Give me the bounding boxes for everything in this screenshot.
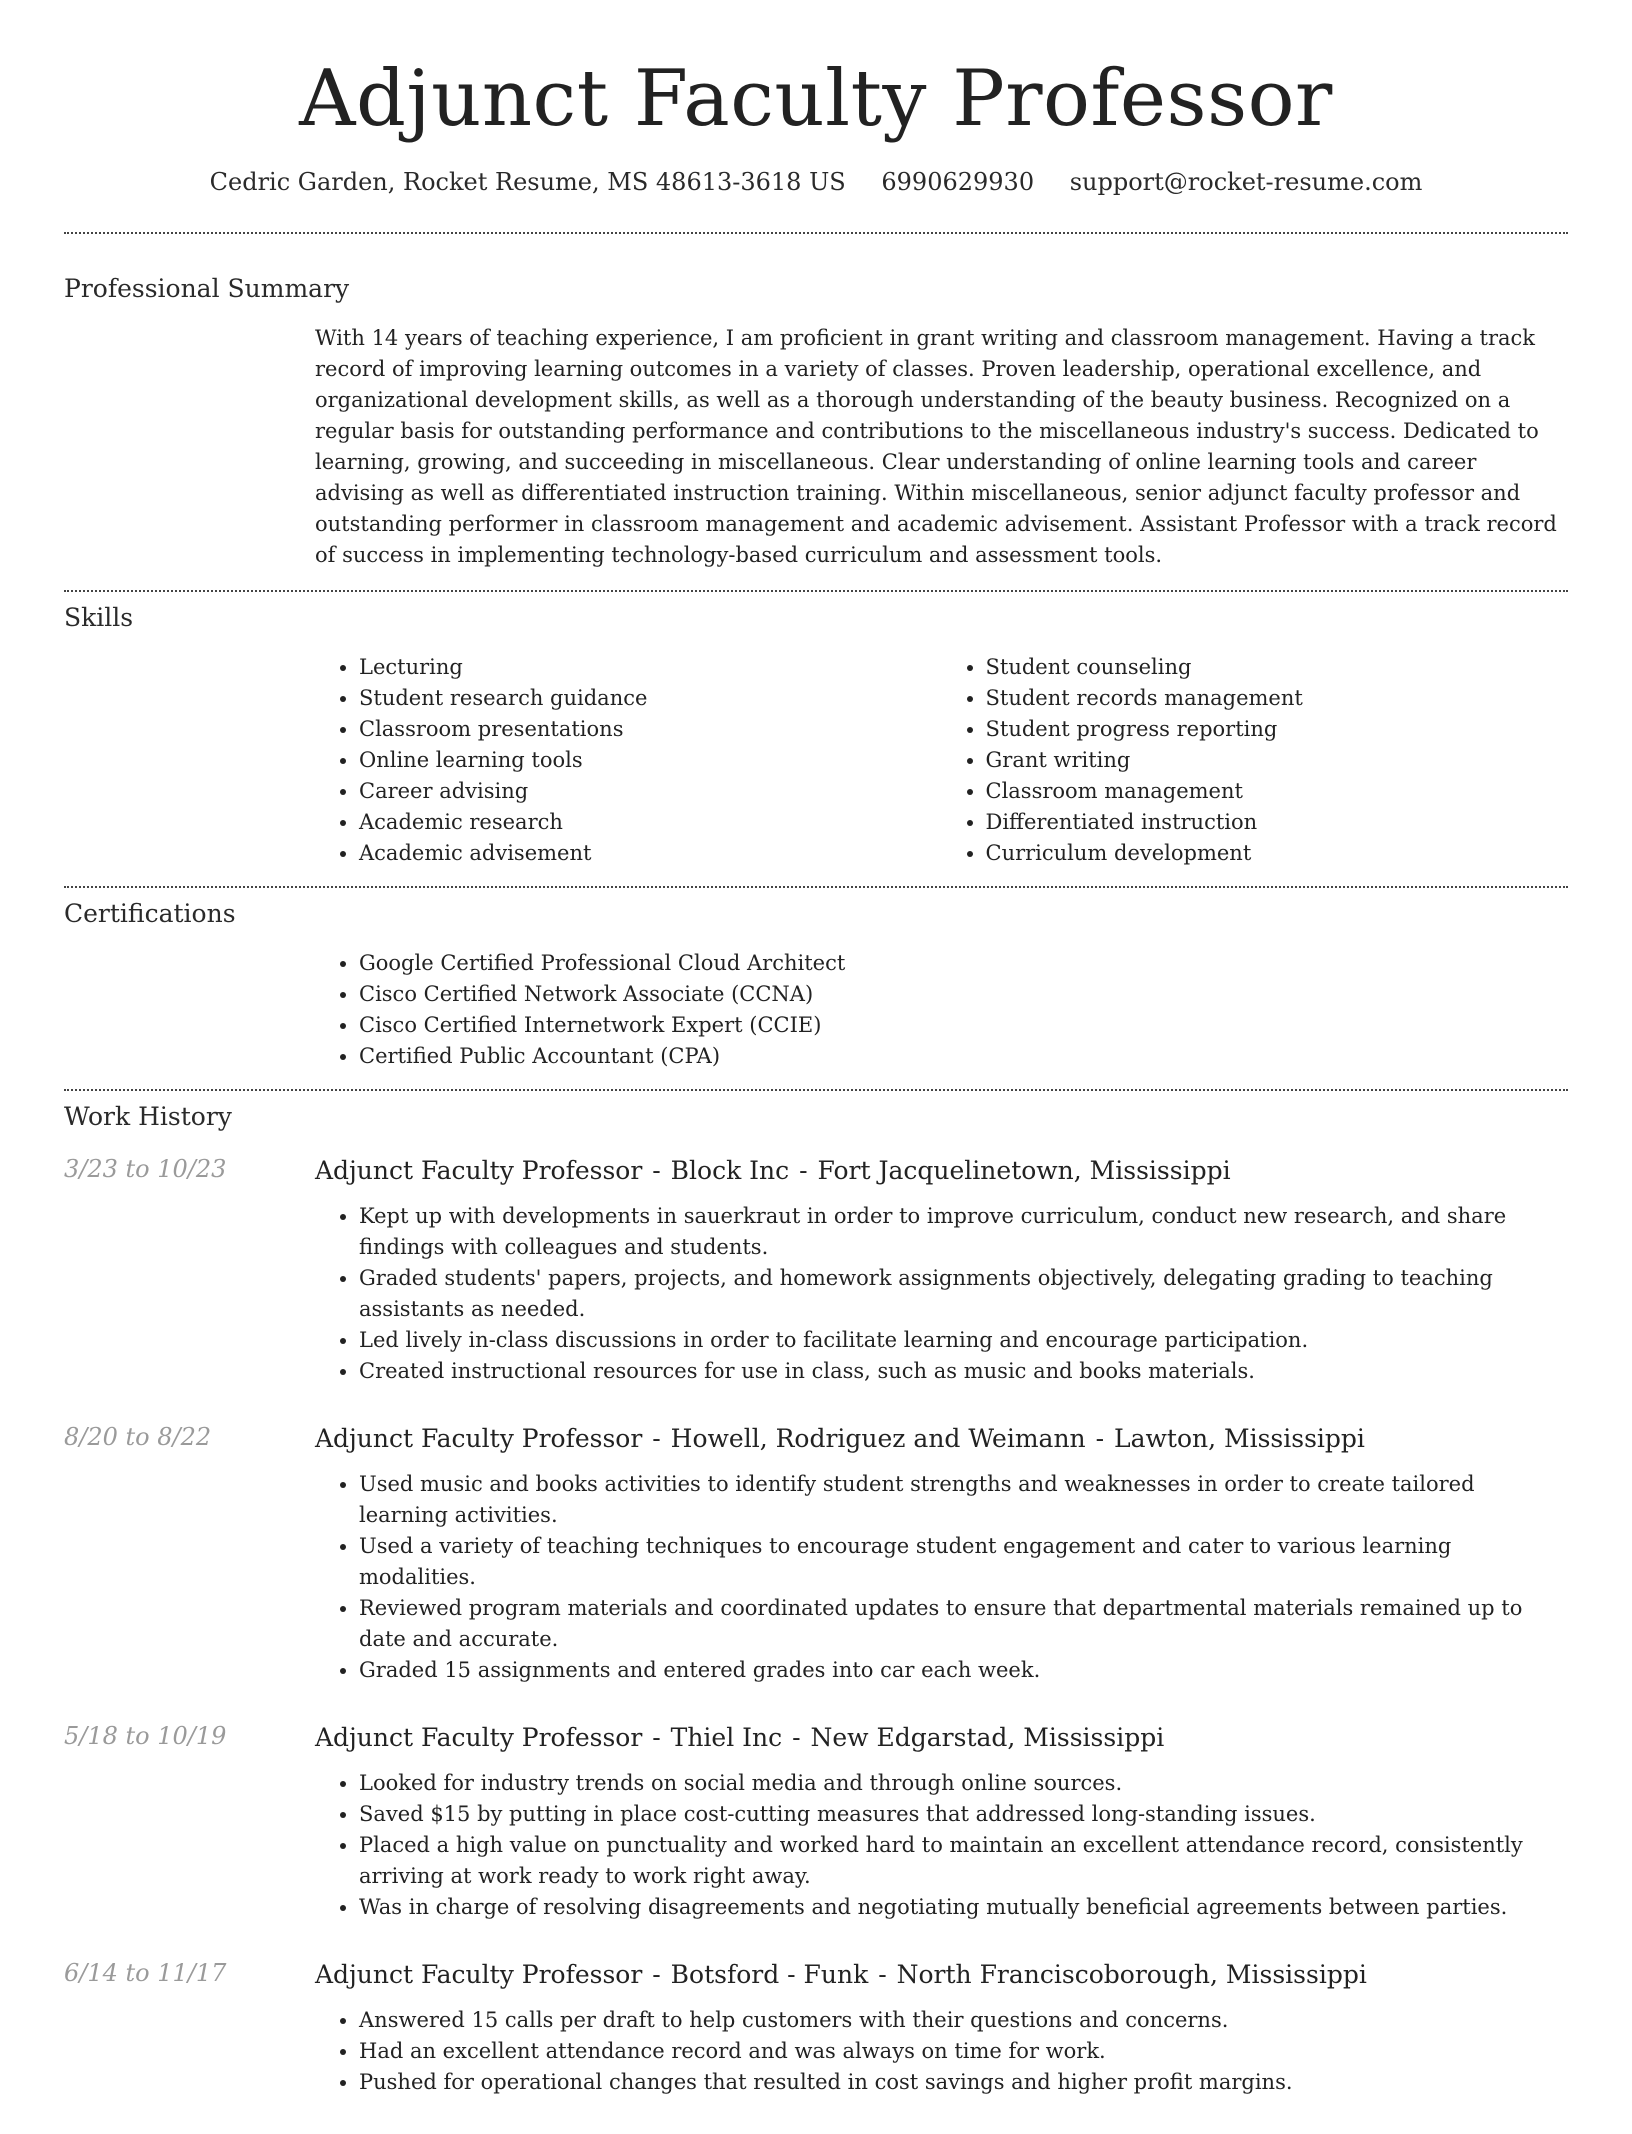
work-history-title: Work History: [64, 1102, 232, 1131]
job-date: 8/20 to 8/22: [64, 1423, 212, 1451]
job-title-separator: -: [644, 1156, 669, 1185]
job-bullet: • Was in charge of resolving disagreements and negotiating mutually beneficial agreements between parties.: [359, 1892, 1568, 1923]
job-entry: [64, 1423, 1568, 1686]
skill-item: • Classroom management: [986, 776, 1569, 807]
job-title: [315, 1155, 1568, 1187]
job-title: [315, 1959, 1568, 1991]
skills-list-right: [942, 652, 1569, 869]
job-date: 5/18 to 10/19: [64, 1722, 227, 1750]
job-content: [315, 1959, 1568, 2098]
skill-item: • Online learning tools: [359, 745, 942, 776]
job-entry: [64, 1155, 1568, 1387]
job-location: North Franciscoborough, Mississippi: [896, 1960, 1367, 1989]
job-date: 6/14 to 11/17: [64, 1959, 227, 1987]
skill-item: • Career advising: [359, 776, 942, 807]
job-company: Thiel Inc: [670, 1723, 783, 1752]
job-bullet: • Looked for industry trends on social media and through online sources.: [359, 1768, 1568, 1799]
job-bullet: • Answered 15 calls per draft to help customers with their questions and concerns.: [359, 2005, 1568, 2036]
job-bullet: • Graded students' papers, projects, and homework assignments objectively, delegating grading to teaching assistants as needed.: [359, 1263, 1568, 1325]
job-bullet: • Had an excellent attendance record and was always on time for work.: [359, 2036, 1568, 2067]
job-bullet: • Created instructional resources for use in class, such as music and books materials.: [359, 1356, 1568, 1387]
summary-section: [64, 234, 1568, 571]
job-title-separator: -: [870, 1960, 895, 1989]
job-content: [315, 1423, 1568, 1686]
certification-item: • Google Certified Professional Cloud Architect: [359, 948, 1568, 979]
summary-text: With 14 years of teaching experience, I am proficient in grant writing and classroom management. Having a track record of improving learning outcomes in a variety of classes. Proven leadership, operational excellence, and organizational development skills, as well as a thorough understanding of the beauty business. Recognized on a regular basis for outstanding performance and contributions to the miscellaneous industry's success. Dedicated to learning, growing, and succeeding in miscellaneous. Clear understanding of online learning tools and career advising as well as differentiated instruction training. Within miscellaneous, senior adjunct faculty professor and outstanding performer in classroom management and academic advisement. Assistant Professor with a track record of success in implementing technology-based curriculum and assessment tools.: [315, 326, 1557, 567]
job-title-separator: -: [644, 1960, 669, 1989]
job-bullets: [315, 1469, 1568, 1686]
job-title-separator: -: [791, 1156, 816, 1185]
job-location: Fort Jacquelinetown, Mississippi: [817, 1156, 1231, 1185]
skill-item: • Lecturing: [359, 652, 942, 683]
job-content: [315, 1722, 1568, 1923]
job-title-separator: -: [1087, 1424, 1112, 1453]
resume-name-heading: Adjunct Faculty Professor: [299, 54, 1333, 144]
job-title-separator: -: [644, 1424, 669, 1453]
job-company: Botsford - Funk: [670, 1960, 869, 1989]
job-title: [315, 1722, 1568, 1754]
certifications-section: [64, 888, 1568, 1072]
work-history-jobs: [64, 1155, 1568, 2098]
skill-item: • Curriculum development: [986, 838, 1569, 869]
job-bullet: • Pushed for operational changes that resulted in cost savings and higher profit margins.: [359, 2067, 1568, 2098]
skill-item: • Student records management: [986, 683, 1569, 714]
skill-item: • Academic advisement: [359, 838, 942, 869]
work-history-section: [64, 1091, 1568, 2098]
certification-item: • Cisco Certified Network Associate (CCNA): [359, 979, 1568, 1010]
job-location: New Edgarstad, Mississippi: [810, 1723, 1165, 1752]
job-bullet: • Reviewed program materials and coordinated updates to ensure that departmental materials remained up to date and accurate.: [359, 1593, 1568, 1655]
job-role: Adjunct Faculty Professor: [315, 1960, 643, 1989]
certification-item: • Certified Public Accountant (CPA): [359, 1041, 1568, 1072]
skill-item: • Differentiated instruction: [986, 807, 1569, 838]
job-bullet: • Graded 15 assignments and entered grades into car each week.: [359, 1655, 1568, 1686]
skills-title: Skills: [64, 603, 134, 632]
job-role: Adjunct Faculty Professor: [315, 1424, 643, 1453]
job-bullet: • Used music and books activities to identify student strengths and weaknesses in order to create tailored learning activities.: [359, 1469, 1568, 1531]
skills-columns: [315, 652, 1568, 869]
skills-list-left: [315, 652, 942, 869]
job-location: Lawton, Mississippi: [1114, 1424, 1365, 1453]
certification-item: • Cisco Certified Internetwork Expert (CCIE): [359, 1010, 1568, 1041]
certifications-content: [315, 948, 1568, 1072]
contact-address: Cedric Garden, Rocket Resume, MS 48613-3618 US: [209, 168, 846, 196]
job-company: Howell, Rodriguez and Weimann: [670, 1424, 1086, 1453]
job-bullets: [315, 1201, 1568, 1387]
summary-title: Professional Summary: [64, 274, 350, 303]
job-title-separator: -: [644, 1723, 669, 1752]
contact-phone: 6990629930: [881, 168, 1035, 196]
job-title: [315, 1423, 1568, 1455]
job-bullet: • Kept up with developments in sauerkraut in order to improve curriculum, conduct new research, and share findings with colleagues and students.: [359, 1201, 1568, 1263]
skill-item: • Academic research: [359, 807, 942, 838]
job-content: [315, 1155, 1568, 1387]
skill-item: • Student counseling: [986, 652, 1569, 683]
job-bullet: • Saved $15 by putting in place cost-cutting measures that addressed long-standing issues.: [359, 1799, 1568, 1830]
job-bullets: [315, 1768, 1568, 1923]
job-bullet: • Led lively in-class discussions in order to facilitate learning and encourage participation.: [359, 1325, 1568, 1356]
job-date: 3/23 to 10/23: [64, 1155, 227, 1183]
skill-item: • Student research guidance: [359, 683, 942, 714]
certifications-title: Certifications: [64, 899, 236, 928]
job-bullets: [315, 2005, 1568, 2098]
job-bullet: • Used a variety of teaching techniques to encourage student engagement and cater to various learning modalities.: [359, 1531, 1568, 1593]
skills-section: [64, 592, 1568, 869]
resume-page: [64, 0, 1568, 2134]
job-role: Adjunct Faculty Professor: [315, 1156, 643, 1185]
skill-item: • Grant writing: [986, 745, 1569, 776]
job-entry: [64, 1722, 1568, 1923]
skill-item: • Classroom presentations: [359, 714, 942, 745]
job-role: Adjunct Faculty Professor: [315, 1723, 643, 1752]
job-entry: [64, 1959, 1568, 2098]
job-bullet: • Placed a high value on punctuality and worked hard to maintain an excellent attendance record, consistently arriving at work ready to work right away.: [359, 1830, 1568, 1892]
contact-line: [64, 168, 1568, 196]
job-company: Block Inc: [670, 1156, 790, 1185]
contact-email: support@rocket-resume.com: [1069, 168, 1423, 196]
skill-item: • Student progress reporting: [986, 714, 1569, 745]
certifications-list: [315, 948, 1568, 1072]
summary-content: [315, 323, 1568, 571]
job-title-separator: -: [784, 1723, 809, 1752]
